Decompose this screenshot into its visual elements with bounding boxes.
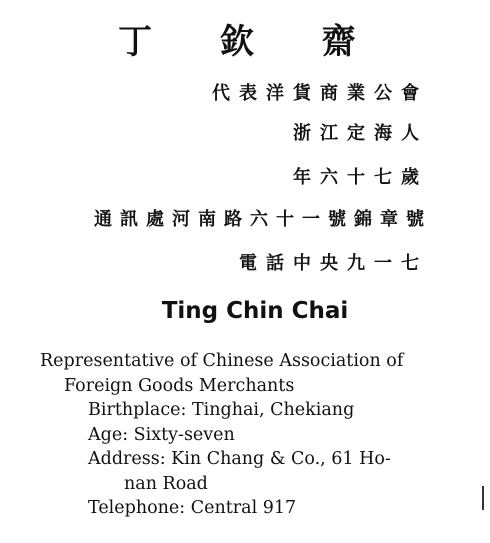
chinese-origin-line: 浙江定海人 — [293, 123, 428, 144]
representative-line: Representative of Chinese Association of — [40, 351, 404, 371]
chinese-telephone-line: 電話中央九一七 — [239, 253, 428, 274]
chinese-address-line: 通訊處河南路六十一號錦章號 — [94, 209, 432, 230]
page-edge-mark — [482, 486, 484, 510]
chinese-title-line: 代表洋貨商業公會 — [212, 83, 428, 104]
english-name-heading: Ting Chin Chai — [161, 298, 349, 324]
address-line-continued: nan Road — [124, 473, 208, 494]
birthplace-line: Birthplace: Tinghai, Chekiang — [88, 400, 355, 420]
address-line: Address: Kin Chang & Co., 61 Ho- — [88, 449, 391, 469]
telephone-line: Telephone: Central 917 — [88, 498, 297, 518]
representative-line-continued: Foreign Goods Merchants — [64, 375, 295, 396]
chinese-age-line: 年六十七歲 — [293, 167, 428, 188]
english-entry-body — [40, 349, 480, 521]
age-line: Age: Sixty-seven — [88, 424, 235, 445]
chinese-name-heading: 丁 欽 齋 — [118, 22, 384, 62]
